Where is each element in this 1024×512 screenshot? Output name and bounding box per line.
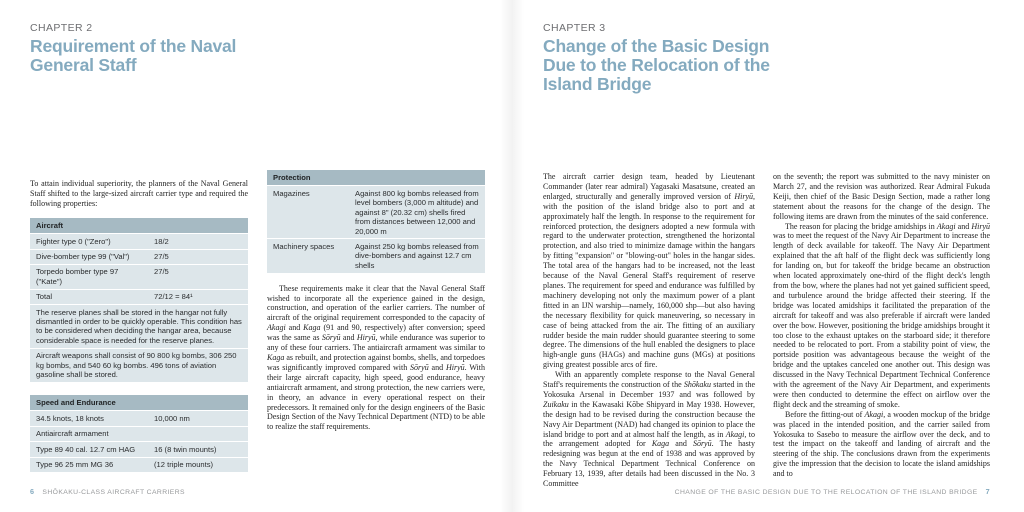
table-note: The reserve planes shall be stored in the hangar not fully dismantled in order to be quickly operable. This condition has to be considered when deciding the hangar area, because considerable space is needed for the reserve planes. <box>30 305 248 348</box>
table-row <box>30 458 248 472</box>
right-column-1 <box>543 172 755 489</box>
speed-table-title: Speed and Endurance <box>30 395 248 410</box>
row-value: Against 250 kg bombs released from dive-bombers and against 12.7 cm shells <box>355 241 479 270</box>
aircraft-table-title: Aircraft <box>30 218 248 233</box>
protection-table <box>267 170 485 273</box>
left-page-number: 6 <box>30 487 35 496</box>
left-column-1 <box>30 179 248 473</box>
table-row <box>30 234 248 248</box>
speed-endurance-table <box>30 395 248 472</box>
row-value: 27/5 <box>154 267 169 277</box>
body-paragraph: The aircraft carrier design team, headed by Lieutenant Commander (later rear admiral) Yagasaki Masatsune, created an enlarged, structurally and generally improved version of Hiryū, with the position of the island bridge also to port and at approximately half the length. In response to the requirement for reinforced protection, the designers adopted a new formula with regard to the underwater protection, strengthened the horizontal protection, and also tried to minimize damage within the hangars by fitting "expansion" or "blowing-out" holes in the hangar sides. The total area of the hangars had to be increased, not the least because of the Naval General Staff's requirement of reserve planes. The requirement for speed and endurance was fulfilled by machinery developing not only the maximum power of a plant fitted in an IJN warship—namely, 160,000 shp—but also having the necessary flexibility for quick maneuvering, so necessary in case of being attacked from the air. The fitting of an auxiliary rudder beside the main rudder should guarantee steering to some degree. The dimensions of the hull enabled the designers to place high-angle guns (HAGs) and machine guns (MGs) at positions giving greatest possible arcs of fire. <box>543 172 755 370</box>
table-row <box>30 290 248 304</box>
right-page-number: 7 <box>985 487 990 496</box>
row-label: Type 89 40 cal. 12.7 cm HAG <box>36 444 136 454</box>
body-paragraph: The reason for placing the bridge amidships in Akagi and Hiryū was to meet the request of the Navy Air Department to increase the length of deck available for takeoff. The Navy Air Department explained that the aft half of the flight deck was sufficiently long for landing on, but for takeoff the bridge became an obstruction when located approximately one-third of the flight deck's length from the bow, where the planes had not yet gained sufficient speed, and turbulence around the bridge affected their steering. If the bridge was located amidships it facilitated the preparation of the aircraft for takeoff and was also preferable if aircraft were landed over the bow. However, positioning the bridge amidships brought it too close to the exhaust uptakes on the starboard side; it therefore needed to be relocated to port. From a stability point of view, the portside position was advantageous because the weight of the bridge and the uptakes canceled one another out. This design was discussed in the Navy Technical Department Technical Conference with the agreement of the Navy Air Department, and experiments were then conducted to determine the effect on airflow over the flight deck and the streaming of smoke. <box>773 221 990 409</box>
right-chapter-title: Change of the Basic Design Due to the Relocation of the Island Bridge <box>543 36 770 94</box>
row-value: Against 800 kg bombs released from level bombers (3,000 m altitude) and against 8" (20.32 cm) shells fired from distances between 12,000 and 20,000 m <box>355 188 479 236</box>
row-value: 16 (8 twin mounts) <box>154 444 217 454</box>
row-value: 72/12 = 84¹ <box>154 292 193 302</box>
row-value <box>148 427 248 441</box>
right-chapter-label: CHAPTER 3 <box>543 22 606 34</box>
table-row <box>267 186 485 238</box>
table-row <box>30 250 248 264</box>
intro-paragraph: To attain individual superiority, the planners of the Naval General Staff shifted to the large-sized aircraft carrier type and required the following properties: <box>30 179 248 208</box>
aircraft-table <box>30 218 248 382</box>
row-label: Type 96 25 mm MG 36 <box>36 460 114 470</box>
row-value: 27/5 <box>154 252 169 262</box>
body-paragraph: on the seventh; the report was submitted to the navy minister on March 27, and the revision was authorized. Rear Admiral Fukuda Keiji, then chief of the Basic Design Section, made a rather long statement about the reasons for the change of the design. The following items are drawn from the minutes of the said conference. <box>773 172 990 221</box>
row-label: Total <box>36 292 53 302</box>
row-value: (12 triple mounts) <box>154 460 214 470</box>
right-column-2 <box>773 172 990 479</box>
table-row <box>30 442 248 456</box>
row-label: 34.5 knots, 18 knots <box>36 413 104 423</box>
row-label: Fighter type 0 ("Zero") <box>36 236 111 246</box>
right-page-footer <box>675 487 990 496</box>
page-gutter <box>500 0 524 512</box>
table-row <box>30 411 248 425</box>
left-page-footer <box>30 487 185 496</box>
table-row <box>30 427 248 441</box>
right-footer-label: CHANGE OF THE BASIC DESIGN DUE TO THE RELOCATION OF THE ISLAND BRIDGE <box>674 489 978 496</box>
table-row <box>30 265 248 289</box>
row-label: Antiaircraft armament <box>36 429 109 439</box>
left-column-2 <box>267 170 485 432</box>
body-paragraph: With an apparently complete response to the Naval General Staff's requirements the construction of the Shōkaku started in the Yokosuka Arsenal in December 1937 and was followed by Zuikaku in the Kawasaki Kōbe Shipyard in May 1938. However, the design had to be revised during the construction because the Navy Air Department (NAD) had changed its opinion to place the island bridge to port and at almost half the length, as in Akagi, to the arrangement adopted for Kaga and Sōryū. The hasty redesigning was begun at the end of 1938 and was approved by the Navy Technical Department Technical Conference on February 13, 1939, after details had been discussed in the No. 3 Committee <box>543 370 755 489</box>
row-label: Magazines <box>273 188 310 198</box>
left-chapter-title: Requirement of the Naval General Staff <box>30 36 237 75</box>
row-value: 18/2 <box>154 236 169 246</box>
row-label: Dive-bomber type 99 ("Val") <box>36 252 130 262</box>
table-note: Aircraft weapons shall consist of 90 800 kg bombs, 306 250 kg bombs, and 540 60 kg bombs. 496 tons of aviation gasoline shall be stored. <box>30 349 248 382</box>
row-label: Machinery spaces <box>273 241 335 251</box>
body-paragraph: Before the fitting-out of Akagi, a wooden mockup of the bridge was placed in the intended position, and the carrier sailed from Yokosuka to Sasebo to measure the airflow over the deck, and to test the impact on the takeoff and landing of aircraft and the steering of the ship. The conclusions drawn from the experiments give the impression that the decision to locate the island amidships and to <box>773 409 990 479</box>
left-body-paragraph: These requirements make it clear that the Naval General Staff wished to incorporate all the experience gained in the design, construction, and operation of the earlier carriers. The number of aircraft of the original requirement corresponded to the capacity of Akagi and Kaga (91 and 90, respectively) after conversion; speed was the same as Sōryū and Hiryū, while endurance was superior to any of these four carriers. The antiaircraft armament was similar to Kaga as rebuilt, and protection against bombs, shells, and torpedoes was significantly improved compared with Sōryū and Hiryū. With their large aircraft capacity, high speed, good endurance, heavy antiaircraft armament, and strong protection, the new carriers were, in theory, an advance in every operational respect on their predecessors. It remained only for the design engineers of the Basic Design Section of the Navy Technical Department (NTD) to be able to realize the staff requirements. <box>267 283 486 432</box>
left-chapter-label: CHAPTER 2 <box>30 22 93 34</box>
protection-table-title: Protection <box>267 170 485 185</box>
left-footer-label: SHŌKAKU-CLASS AIRCRAFT CARRIERS <box>42 489 185 496</box>
row-label: Torpedo bomber type 97 ("Kate") <box>36 267 119 286</box>
row-value: 10,000 nm <box>154 413 190 423</box>
table-row <box>267 239 485 272</box>
